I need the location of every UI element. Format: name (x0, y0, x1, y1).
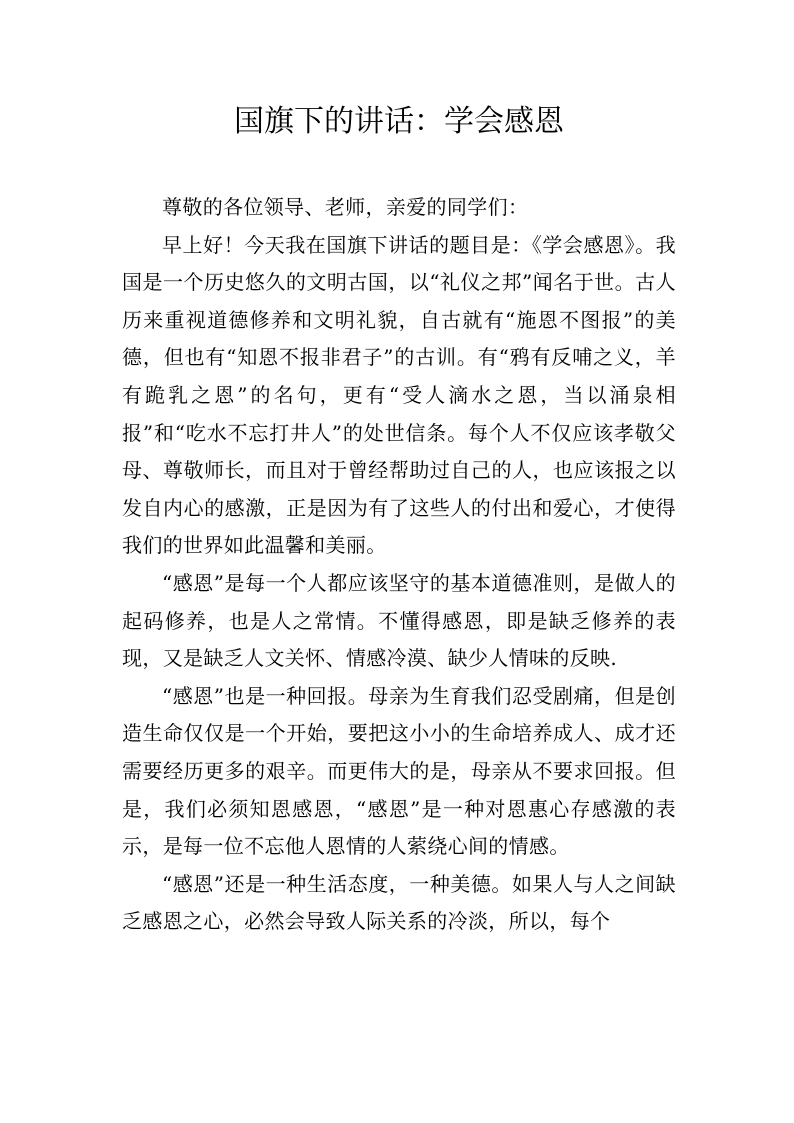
paragraph-moral-principle: “感恩”是每一个人都应该坚守的基本道德准则，是做人的起码修养，也是人之常情。不懂得感恩，即是缺乏修养的表现，又是缺乏人文关怀、情感冷漠、缺少人情味的反映. (122, 570, 676, 671)
paragraph-intro: 早上好！今天我在国旗下讲话的题目是：《学会感恩》。我国是一个历史悠久的文明古国，以“礼仪之邦”闻名于世。古人历来重视道德修养和文明礼貌，自古就有“施恩不图报”的美德，但也有“知恩不报非君子”的古训。有“鸦有反哺之义，羊有跪乳之恩”的名句，更有“受人滴水之恩，当以涌泉相报”和“吃水不忘打井人”的处世信条。每个人不仅应该孝敬父母、尊敬师长，而且对于曾经帮助过自己的人，也应该报之以发自内心的感激，正是因为有了这些人的付出和爱心，才使得我们的世界如此温馨和美丽。 (122, 232, 676, 558)
document-body (122, 189, 676, 941)
paragraph-repayment: “感恩”也是一种回报。母亲为生育我们忍受剧痛，但是创造生命仅仅是一个开始，要把这小小的生命培养成人、成才还需要经历更多的艰辛。而更伟大的是，母亲从不要求回报。但是，我们必须知恩感恩，“感恩”是一种对恩惠心存感激的表示，是每一位不忘他人恩情的人萦绕心间的情感。 (122, 683, 676, 859)
paragraph-life-attitude: “感恩”还是一种生活态度，一种美德。如果人与人之间缺乏感恩之心，必然会导致人际关系的冷淡，所以，每个 (122, 871, 676, 934)
document-title: 国旗下的讲话：学会感恩 (234, 104, 564, 139)
paragraph-salutation: 尊敬的各位领导、老师，亲爱的同学们： (162, 195, 529, 219)
